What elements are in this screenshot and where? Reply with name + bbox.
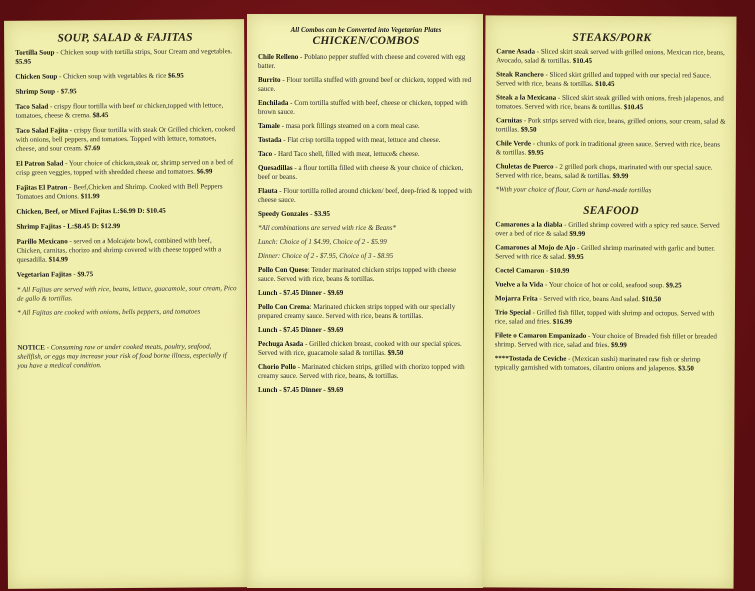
menu-note: *All combinations are served with rice & Beans* — [258, 224, 396, 232]
menu-item-price: - $7.45 Dinner - $9.69 — [277, 386, 344, 394]
menu-item — [258, 99, 474, 117]
menu-item-price: $14.99 — [46, 255, 68, 264]
menu-item — [495, 220, 726, 239]
menu-item-name: Tortilla Soup — [15, 48, 55, 57]
menu-item-price: $6.95 — [166, 71, 184, 80]
menu-item — [16, 221, 236, 232]
menu-item-name: Chile Verde — [495, 139, 532, 148]
menu-item — [495, 331, 726, 350]
menu-panel-soup-salad-fajitas — [4, 19, 248, 589]
menu-item-desc: : Tender marinated chicken strips topped with cheese sauce. Served with rice, beans & tortillas. — [258, 266, 457, 283]
menu-item — [17, 269, 237, 280]
menu-item-desc: - Chicken soup with vegetables & rice — [57, 71, 167, 81]
menu-note: Lunch: Choice of 1 $4.99, Choice of 2 - $5.99 — [258, 238, 387, 246]
section-title: STEAKS/PORK — [572, 31, 652, 45]
menu-item — [258, 386, 474, 395]
menu-item — [16, 125, 236, 154]
menu-item-price: $9.99 — [609, 340, 627, 350]
menu-item-price: $9.99 — [567, 229, 586, 238]
menu-item-name: Tamale — [258, 122, 280, 130]
menu-item-name: Burrito — [258, 76, 281, 84]
menu-item-price: $10.45 — [622, 103, 644, 112]
menu-note: * All Fajitas are cooked with onions, bells peppers, and tomatoes — [17, 307, 201, 317]
menu-item — [495, 243, 726, 262]
menu-item-price: $9.50 — [519, 125, 537, 134]
menu-item-price: $7.95 — [59, 87, 77, 96]
menu-item — [258, 326, 474, 335]
menu-item-price: $9.25 — [664, 281, 682, 290]
menu-item-price: - L:$8.45 D: $12.99 — [61, 222, 121, 231]
menu-item-name: Pollo Con Queso — [258, 266, 308, 274]
menu-note: * All Fajitas are served with rice, beans, lettuce, guacamole, sour cream, Pico de gallo & tortillas. — [16, 284, 237, 303]
menu-item-desc: - Flat crisp tortilla topped with meat, lettuce and cheese. — [281, 136, 441, 144]
menu-item-price: $11.99 — [78, 192, 100, 201]
menu-item-desc: - Grilled fish fillet, topped with shrimp and octopus. Served with rice, salad and fries. — [494, 308, 715, 326]
menu-item — [258, 164, 474, 182]
menu-item — [17, 236, 237, 265]
menu-item — [16, 206, 236, 217]
menu-item — [258, 266, 474, 284]
menu-item-name: Parillo Mexicano — [16, 237, 68, 246]
menu-item-price: L:$6.99 D: $10.45 — [111, 206, 166, 216]
menu-item-price: $9.50 — [385, 349, 404, 357]
menu-item — [496, 162, 727, 181]
menu-item-desc: - Sliced skirt steak served with grilled onions, Mexican rice, beans, Avocado, salad & tortillas. — [496, 47, 725, 65]
section-title: CHICKEN/COMBOS — [312, 35, 420, 47]
menu-item-name: Camarones a la diabla — [495, 220, 563, 229]
menu-item-name: Carnitas — [495, 116, 523, 125]
menu-item-desc: - Hard Taco shell, filled with meat, lettuce& cheese. — [272, 150, 420, 158]
menu-item-price: $10.45 — [593, 79, 615, 89]
menu-item-name: Shrimp Soup — [15, 87, 56, 96]
menu-item-desc: - chunks of pork in traditional green sauce. Served with rice, beans & tortillas. — [495, 139, 721, 157]
menu-item-price: $9.75 — [75, 270, 94, 279]
menu-item-name: Speedy Gonzales — [258, 210, 309, 218]
menu-item-desc: - Corn tortilla stuffed with beef, cheese or chicken, topped with brown sauce. — [258, 99, 468, 116]
menu-item-price: $5.95 — [15, 57, 32, 66]
menu-item-name: Steak a la Mexicana — [496, 93, 557, 102]
menu-item — [16, 182, 236, 202]
menu-item — [258, 289, 474, 298]
menu-item-name: Taco Salad Fajita — [15, 126, 69, 135]
menu-item-price: $8.45 — [90, 111, 109, 120]
menu-item-name: Lunch — [258, 326, 278, 334]
menu-item-desc: - Served with rice, beans And salad. — [537, 294, 641, 304]
menu-item-desc: - Flour tortilla stuffed with ground beef or chicken, topped with red sauce. — [258, 76, 472, 93]
menu-item — [258, 187, 474, 205]
menu-item — [495, 354, 726, 373]
menu-item-name: Chile Relleno — [258, 53, 299, 61]
menu-item-name: Vuelve a la Vida — [495, 280, 544, 289]
tortilla-note: *With your choice of flour, Corn or hand-made tortillas — [495, 185, 652, 195]
menu-panel-steaks-seafood — [483, 15, 737, 588]
menu-item-name: ****Tostada de Ceviche — [494, 354, 567, 363]
menu-panel-chicken-combos — [247, 14, 483, 588]
menu-item — [496, 139, 727, 158]
menu-item-name: Shrimp Fajitas — [16, 222, 62, 231]
menu-item-name: Lunch — [258, 386, 278, 394]
menu-item-name: Taco Salad — [15, 102, 49, 111]
menu-item-name: Chuletas de Puerco — [495, 162, 554, 171]
menu-item-name: Taco — [258, 150, 273, 158]
menu-item-desc: - Chicken soup with tortilla strips, Sour Cream and vegetables. — [54, 47, 233, 57]
menu-item — [496, 116, 727, 135]
menu-note: Dinner: Choice of 2 - $7.95, Choice of 3 - $8.95 — [258, 252, 394, 260]
menu-item-desc: - — [71, 270, 76, 279]
menu-item-desc: - 2 grilled pork chops, marinated with our special sauce. Served with rice, beans, salad & tortillas. — [495, 162, 713, 181]
menu-item-desc: - Flour tortilla rolled around chicken/ beef, deep-fried & topped with cheese sauce. — [258, 187, 472, 204]
menu-item-price: $7.69 — [82, 144, 101, 153]
menu-item — [258, 136, 474, 145]
menu-item-price: $16.99 — [551, 317, 573, 326]
menu-item-price: $3.50 — [676, 364, 694, 373]
menu-item-name: Carne Asada — [496, 47, 536, 56]
menu-item-desc: - a flour tortilla filled with cheese & your choice of chicken, beef or beans. — [258, 164, 464, 181]
menu-item-desc: - Poblano pepper stuffed with cheese and covered with egg batter. — [258, 53, 466, 70]
notice-label: NOTICE — [17, 343, 45, 352]
menu-item-desc: - crispy flour tortilla with steak Or Grilled chicken, cooked with onions, bell peppers, and tomatoes. Topped with lettuce, tomatoes, cheese, and sour cream. — [15, 125, 236, 153]
menu-item-name: Chorio Pollo — [258, 363, 296, 371]
menu-item-desc: - Pork strips served with rice, beans, grilled onions, sour cream, salad & tortillas. — [495, 116, 726, 134]
menu-item-desc: - masa pork fillings steamed on a corn meal case. — [279, 122, 420, 130]
menu-item — [496, 70, 727, 89]
menu-item — [495, 266, 726, 276]
menu-item-desc: : Marinated chicken strips topped with our specially prepared creamy sauce. Served with rice, beans & tortillas. — [258, 303, 456, 320]
menu-item-name: Steak Ranchero — [496, 70, 544, 79]
menu-item — [495, 294, 726, 304]
menu-item-price: $10.99 — [548, 266, 570, 275]
menu-item-name: Filete o Camaron Empanizado — [494, 331, 587, 340]
menu-item-name: Flauta — [258, 187, 278, 195]
menu-item-price: $6.99 — [194, 167, 213, 176]
menu-item-name: Enchilada — [258, 99, 289, 107]
food-safety-notice — [17, 342, 237, 371]
menu-item — [496, 47, 727, 66]
menu-item-price: $10.50 — [640, 295, 662, 304]
menu-item-desc: - (Mexican sushi) marinated raw fish or shrimp typically garnished with tomatoes, cilantro onions and jalapenos. — [494, 354, 701, 373]
menu-item — [258, 303, 474, 321]
menu-item-name: Camarones al Mojo de Ajo — [495, 243, 576, 252]
menu-item-price: $9.95 — [526, 148, 544, 157]
menu-item-desc: - crispy flour tortilla with beef or chicken,topped with lettuce, tomatoes, cheese & crema. — [15, 101, 224, 120]
menu-item — [496, 93, 727, 112]
menu-item-desc: - Your choice of hot or cold, seafood soup. — [543, 280, 665, 290]
menu-item-desc: - — [544, 266, 549, 275]
notice-text: - Consuming raw or under cooked meats, poultry, seafood, shellfish, or eggs may increase your risk of food borne illness, especially if you have a medical condition. — [17, 342, 227, 370]
menu-item-desc: - Sliced skirt steak grilled with onions, fresh jalapenos, and tomatoes. Served with rice, beans & tortillas. — [496, 93, 724, 112]
section-title-seafood: SEAFOOD — [583, 204, 639, 218]
menu-item-price: $3.95 — [312, 210, 330, 218]
menu-item-price: $9.99 — [610, 172, 629, 181]
menu-item-name: Quesadillas — [258, 164, 293, 172]
menu-item-desc: - Your choice of chicken,steak or, shrimp served on a bed of crisp green veggies, topped with shredded cheese and tomatoes. — [16, 158, 234, 177]
menu-item — [258, 363, 474, 381]
menu-item-price: - $7.45 Dinner - $9.69 — [277, 326, 344, 334]
menu-item-name: Pechuga Asada — [258, 340, 304, 348]
menu-item-name: Mojarra Frita — [494, 294, 538, 303]
menu-item — [15, 47, 235, 67]
menu-item-desc: - — [308, 210, 313, 218]
menu-item-desc: - served on a Molcajete bowl, combined with beef, Chicken, carnitas, chorizo and shrimp covered with cheese topped with a quesadilla. — [16, 236, 222, 264]
menu-item — [258, 150, 474, 159]
menu-item-desc: - Grilled shrimp covered with a spicy red sauce. Served over a bed of rice & salad — [495, 220, 720, 238]
menu-item — [258, 53, 474, 71]
menu-item-name: El Patron Salad — [15, 159, 64, 168]
menu-item-desc: - Grilled shrimp marinated with garlic and butter. Served with rice & salad. — [495, 243, 716, 261]
menu-item-desc: - Your choice of Breaded fish fillet or breaded shrimp. Served with rice, salad and fries. — [494, 331, 717, 349]
menu-item-name: Tostada — [258, 136, 282, 144]
menu-item-price: - $7.45 Dinner - $9.69 — [277, 289, 344, 297]
menu-item-name: Fajitas El Patron — [16, 183, 68, 192]
menu-item-name: Coctel Camaron — [495, 266, 545, 275]
menu-item — [16, 158, 236, 178]
menu-item-name: Trio Special — [494, 308, 531, 317]
vegetarian-note: All Combos can be Converted into Vegetarian Plates — [290, 26, 442, 34]
menu-item — [258, 76, 474, 94]
menu-item — [15, 71, 235, 82]
menu-item — [258, 210, 474, 219]
menu-item-price: $9.95 — [566, 252, 584, 261]
menu-item — [258, 340, 474, 358]
menu-item — [16, 101, 236, 121]
menu-item-desc: - Sliced skirt grilled and topped with our special red Sauce. Served with rice, beans & tortillas. — [496, 70, 712, 88]
menu-item-price: $10.45 — [570, 56, 593, 65]
menu-item-desc: - Grilled chicken breast, cooked with our special spices. Served with rice, guacamole salad & tortillas. — [258, 340, 462, 357]
menu-item — [258, 122, 474, 131]
menu-item-name: Pollo Con Crema — [258, 303, 310, 311]
menu-item-desc: - Marinated chicken strips, grilled with chorizo topped with creamy sauce. Served with rice, beans, & tortillas. — [258, 363, 465, 380]
menu-item — [15, 86, 235, 97]
menu-item-desc: - — [54, 87, 60, 96]
menu-item-name: Lunch — [258, 289, 278, 297]
menu-item-name: Chicken Soup — [15, 72, 58, 81]
section-title: SOUP, SALAD & FAJITAS — [57, 31, 193, 45]
menu-item-desc: - Beef,Chicken and Shrimp. Cooked with Bell Peppers Tomatoes and Onions. — [16, 182, 223, 201]
menu-item-name: Chicken, Beef, or Mixed Fajitas — [16, 207, 112, 216]
menu-item — [495, 308, 726, 327]
menu-item — [495, 280, 726, 290]
menu-item-name: Vegetarian Fajitas — [16, 270, 72, 279]
